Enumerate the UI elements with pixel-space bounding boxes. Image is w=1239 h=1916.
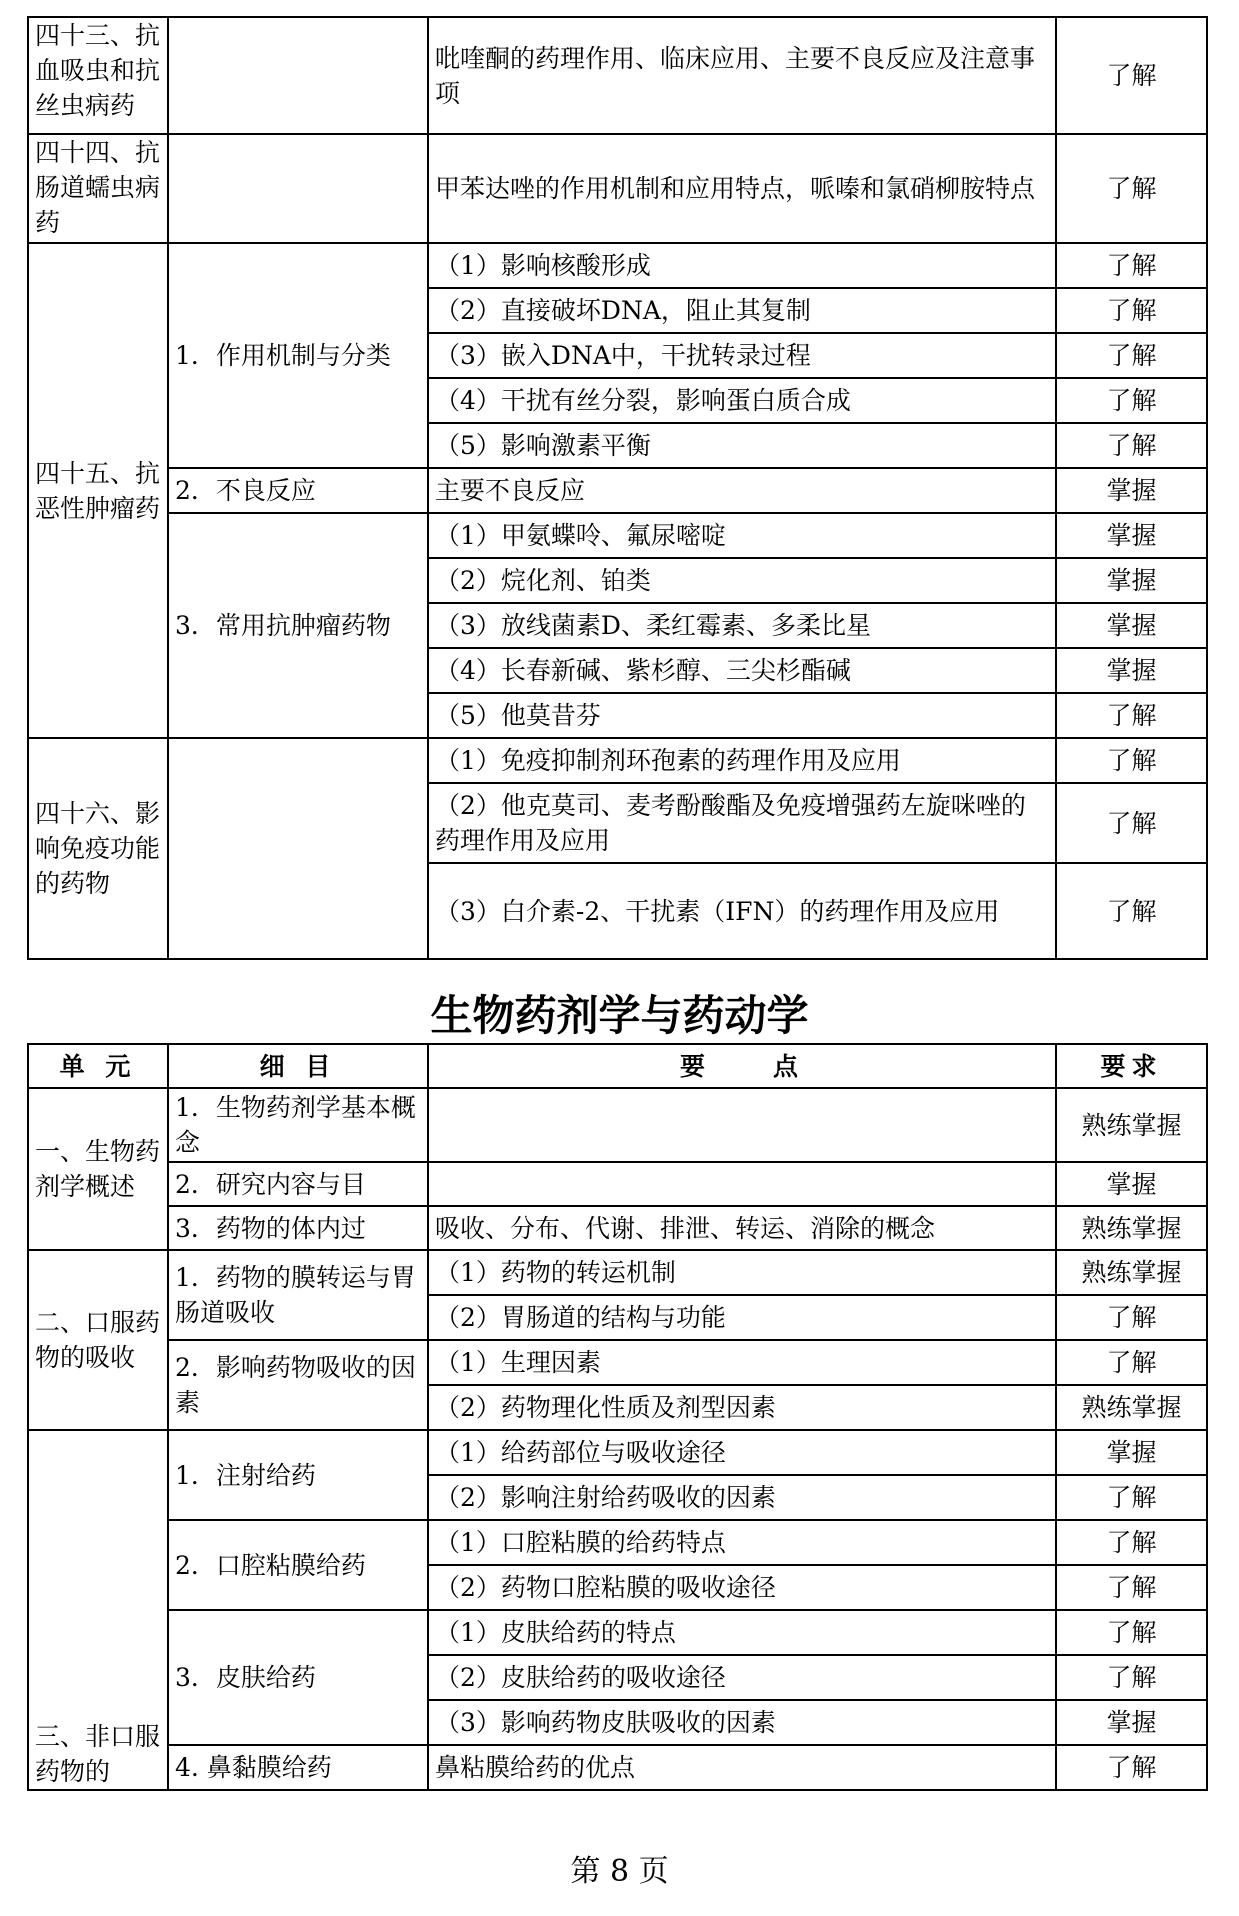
requirement-cell: 了解 bbox=[1056, 1475, 1207, 1520]
requirement-cell: 掌握 bbox=[1056, 468, 1207, 513]
table-row bbox=[28, 468, 1207, 513]
point-cell: 甲苯达唑的作用机制和应用特点，哌嗪和氯硝柳胺特点 bbox=[428, 134, 1056, 243]
section-title: 生物药剂学与药动学 bbox=[430, 991, 809, 1040]
table-row bbox=[28, 1745, 1207, 1790]
table-row bbox=[28, 1250, 1207, 1295]
point-cell: 吸收、分布、代谢、排泄、转运、消除的概念 bbox=[428, 1206, 1056, 1250]
detail-cell: 4. 鼻黏膜给药 bbox=[168, 1745, 428, 1790]
unit-cell: 四十四、抗肠道蠕虫病药 bbox=[28, 134, 168, 243]
table-row bbox=[28, 513, 1207, 558]
point-cell: （2）药物理化性质及剂型因素 bbox=[428, 1385, 1056, 1430]
requirement-cell: 了解 bbox=[1056, 243, 1207, 288]
syllabus-table-biopharmaceutics bbox=[27, 1043, 1208, 1791]
point-cell: （1）影响核酸形成 bbox=[428, 243, 1056, 288]
detail-cell bbox=[168, 134, 428, 243]
detail-cell: 2．不良反应 bbox=[168, 468, 428, 513]
table-row bbox=[28, 1162, 1207, 1206]
requirement-cell: 了解 bbox=[1056, 1295, 1207, 1340]
header-point: 要 点 bbox=[428, 1044, 1056, 1088]
detail-cell: 3．皮肤给药 bbox=[168, 1610, 428, 1745]
table-row bbox=[28, 243, 1207, 288]
point-cell: （1）口腔粘膜的给药特点 bbox=[428, 1520, 1056, 1565]
point-cell: （5）影响激素平衡 bbox=[428, 423, 1056, 468]
requirement-cell: 了解 bbox=[1056, 738, 1207, 783]
point-cell: （1）免疫抑制剂环孢素的药理作用及应用 bbox=[428, 738, 1056, 783]
requirement-cell: 掌握 bbox=[1056, 558, 1207, 603]
point-cell: （2）烷化剂、铂类 bbox=[428, 558, 1056, 603]
requirement-cell: 了解 bbox=[1056, 1745, 1207, 1790]
requirement-cell: 了解 bbox=[1056, 333, 1207, 378]
point-cell: （2）药物口腔粘膜的吸收途径 bbox=[428, 1565, 1056, 1610]
requirement-cell: 熟练掌握 bbox=[1056, 1385, 1207, 1430]
unit-cell: 四十六、影响免疫功能的药物 bbox=[28, 738, 168, 959]
header-requirement: 要求 bbox=[1056, 1044, 1207, 1088]
detail-cell: 1．药物的膜转运与胃肠道吸收 bbox=[168, 1250, 428, 1340]
requirement-cell: 了解 bbox=[1056, 288, 1207, 333]
point-cell: 吡喹酮的药理作用、临床应用、主要不良反应及注意事项 bbox=[428, 17, 1056, 134]
requirement-cell: 了解 bbox=[1056, 423, 1207, 468]
detail-cell: 3．药物的体内过 bbox=[168, 1206, 428, 1250]
point-cell: （3）白介素-2、干扰素（IFN）的药理作用及应用 bbox=[428, 863, 1056, 959]
requirement-cell: 了解 bbox=[1056, 17, 1207, 134]
point-cell: （1）皮肤给药的特点 bbox=[428, 1610, 1056, 1655]
point-cell: （2）直接破坏DNA，阻止其复制 bbox=[428, 288, 1056, 333]
unit-cell: 三、非口服药物的 bbox=[28, 1430, 168, 1790]
requirement-cell: 掌握 bbox=[1056, 1430, 1207, 1475]
table-row bbox=[28, 134, 1207, 243]
unit-cell: 二、口服药物的吸收 bbox=[28, 1250, 168, 1430]
point-cell: （1）药物的转运机制 bbox=[428, 1250, 1056, 1295]
requirement-cell: 掌握 bbox=[1056, 1700, 1207, 1745]
header-unit: 单 元 bbox=[28, 1044, 168, 1088]
detail-cell: 2．口腔粘膜给药 bbox=[168, 1520, 428, 1610]
table-row bbox=[28, 1520, 1207, 1565]
detail-cell: 1．作用机制与分类 bbox=[168, 243, 428, 468]
unit-cell: 一、生物药剂学概述 bbox=[28, 1088, 168, 1250]
requirement-cell: 了解 bbox=[1056, 378, 1207, 423]
requirement-cell: 了解 bbox=[1056, 783, 1207, 863]
header-detail: 细 目 bbox=[168, 1044, 428, 1088]
syllabus-table-pharmacology bbox=[27, 16, 1208, 960]
point-cell: （2）皮肤给药的吸收途径 bbox=[428, 1655, 1056, 1700]
requirement-cell: 熟练掌握 bbox=[1056, 1206, 1207, 1250]
requirement-cell: 了解 bbox=[1056, 1520, 1207, 1565]
point-cell: （1）甲氨蝶呤、氟尿嘧啶 bbox=[428, 513, 1056, 558]
requirement-cell: 掌握 bbox=[1056, 513, 1207, 558]
requirement-cell: 了解 bbox=[1056, 1610, 1207, 1655]
point-cell: （3）影响药物皮肤吸收的因素 bbox=[428, 1700, 1056, 1745]
point-cell: （2）胃肠道的结构与功能 bbox=[428, 1295, 1056, 1340]
table-header-row bbox=[28, 1044, 1207, 1088]
requirement-cell: 熟练掌握 bbox=[1056, 1250, 1207, 1295]
requirement-cell: 了解 bbox=[1056, 1340, 1207, 1385]
requirement-cell: 了解 bbox=[1056, 1565, 1207, 1610]
table-row bbox=[28, 738, 1207, 783]
point-cell: （1）生理因素 bbox=[428, 1340, 1056, 1385]
detail-cell: 2．研究内容与目 bbox=[168, 1162, 428, 1206]
requirement-cell: 了解 bbox=[1056, 134, 1207, 243]
requirement-cell: 掌握 bbox=[1056, 1162, 1207, 1206]
point-cell: （1）给药部位与吸收途径 bbox=[428, 1430, 1056, 1475]
point-cell: 鼻粘膜给药的优点 bbox=[428, 1745, 1056, 1790]
table-row bbox=[28, 1340, 1207, 1385]
table-row bbox=[28, 17, 1207, 134]
table-row bbox=[28, 1206, 1207, 1250]
point-cell: （3）嵌入DNA中，干扰转录过程 bbox=[428, 333, 1056, 378]
detail-cell: 3．常用抗肿瘤药物 bbox=[168, 513, 428, 738]
unit-cell: 四十三、抗血吸虫和抗丝虫病药 bbox=[28, 17, 168, 134]
point-cell bbox=[428, 1088, 1056, 1162]
point-cell: （4）干扰有丝分裂，影响蛋白质合成 bbox=[428, 378, 1056, 423]
requirement-cell: 掌握 bbox=[1056, 648, 1207, 693]
point-cell bbox=[428, 1162, 1056, 1206]
point-cell: （2）他克莫司、麦考酚酸酯及免疫增强药左旋咪唑的药理作用及应用 bbox=[428, 783, 1056, 863]
table-row bbox=[28, 1430, 1207, 1475]
requirement-cell: 掌握 bbox=[1056, 603, 1207, 648]
point-cell: 主要不良反应 bbox=[428, 468, 1056, 513]
detail-cell bbox=[168, 17, 428, 134]
unit-cell: 四十五、抗恶性肿瘤药 bbox=[28, 243, 168, 738]
point-cell: （4）长春新碱、紫杉醇、三尖杉酯碱 bbox=[428, 648, 1056, 693]
detail-cell: 2．影响药物吸收的因素 bbox=[168, 1340, 428, 1430]
point-cell: （2）影响注射给药吸收的因素 bbox=[428, 1475, 1056, 1520]
requirement-cell: 熟练掌握 bbox=[1056, 1088, 1207, 1162]
point-cell: （5）他莫昔芬 bbox=[428, 693, 1056, 738]
requirement-cell: 了解 bbox=[1056, 863, 1207, 959]
requirement-cell: 了解 bbox=[1056, 1655, 1207, 1700]
detail-cell: 1．注射给药 bbox=[168, 1430, 428, 1520]
table-row bbox=[28, 1610, 1207, 1655]
page-number: 第 8 页 bbox=[570, 1854, 669, 1889]
detail-cell bbox=[168, 738, 428, 959]
table-row bbox=[28, 1088, 1207, 1162]
detail-cell: 1．生物药剂学基本概念 bbox=[168, 1088, 428, 1162]
point-cell: （3）放线菌素D、柔红霉素、多柔比星 bbox=[428, 603, 1056, 648]
requirement-cell: 了解 bbox=[1056, 693, 1207, 738]
